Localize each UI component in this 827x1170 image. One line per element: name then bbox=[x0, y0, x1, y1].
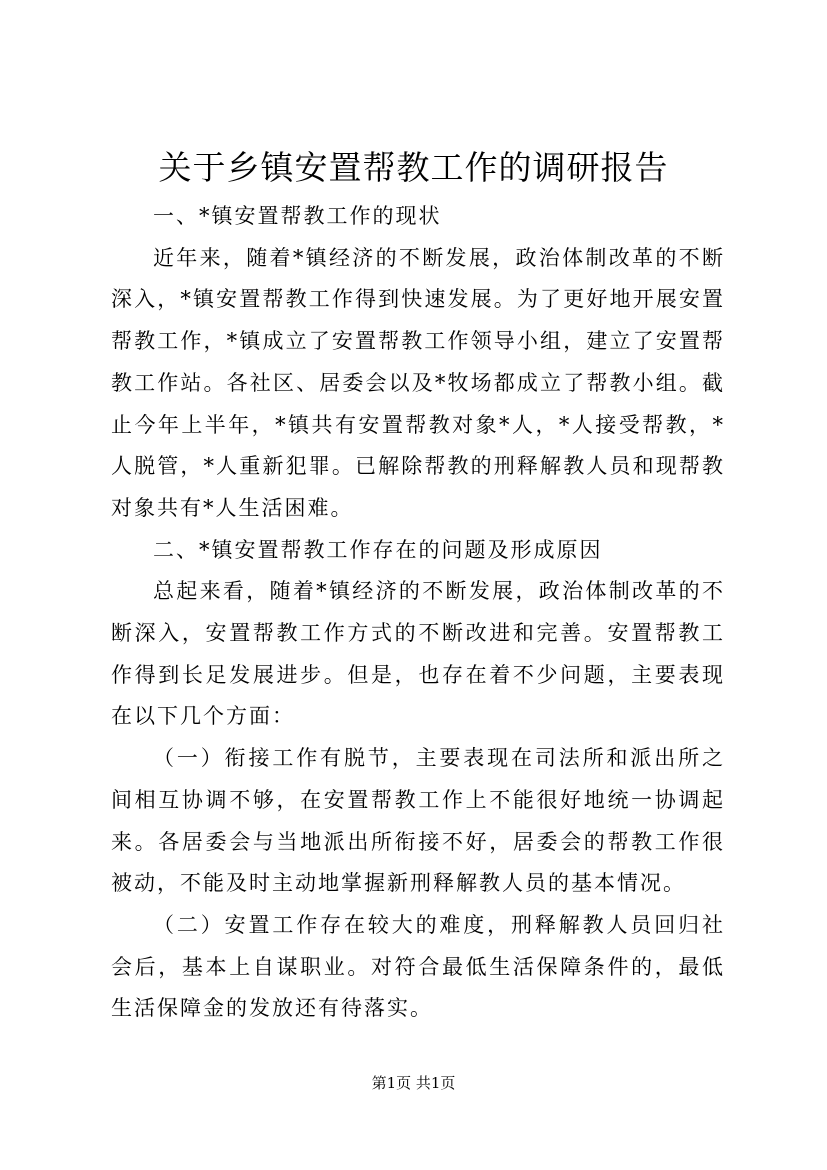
document-body bbox=[111, 196, 725, 1030]
section-heading-2: 二、*镇安置帮教工作存在的问题及形成原因 bbox=[153, 537, 603, 562]
paragraph-problem-2: （二）安置工作存在较大的难度，刑释解教人员回归社会后，基本上自谋职业。对符合最低生活保障条件的，最低生活保障金的发放还有待落实。 bbox=[111, 912, 725, 1021]
paragraph-current-status: 近年来，随着*镇经济的不断发展，政治体制改革的不断深入，*镇安置帮教工作得到快速发展。为了更好地开展安置帮教工作，*镇成立了安置帮教工作领导小组，建立了安置帮教工作站。各社区、居委会以及*牧场都成立了帮教小组。截止今年上半年，*镇共有安置帮教对象*人，*人接受帮教，*人脱管，*人重新犯罪。已解除帮教的刑释解教人员和现帮教对象共有*人生活困难。 bbox=[111, 245, 725, 520]
paragraph-problem-1: （一）衔接工作有脱节，主要表现在司法所和派出所之间相互协调不够，在安置帮教工作上不能很好地统一协调起来。各居委会与当地派出所衔接不好，居委会的帮教工作很被动，不能及时主动地掌握新刑释解教人员的基本情况。 bbox=[111, 746, 725, 896]
document-title: 关于乡镇安置帮教工作的调研报告 bbox=[158, 148, 669, 187]
section-heading-1: 一、*镇安置帮教工作的现状 bbox=[153, 204, 442, 228]
page-number-footer: 第1页 共1页 bbox=[371, 1074, 456, 1092]
paragraph-problems-overview: 总起来看，随着*镇经济的不断发展，政治体制改革的不断深入，安置帮教工作方式的不断改进和完善。安置帮教工作得到长足发展进步。但是，也存在着不少问题，主要表现在以下几个方面： bbox=[111, 579, 725, 729]
